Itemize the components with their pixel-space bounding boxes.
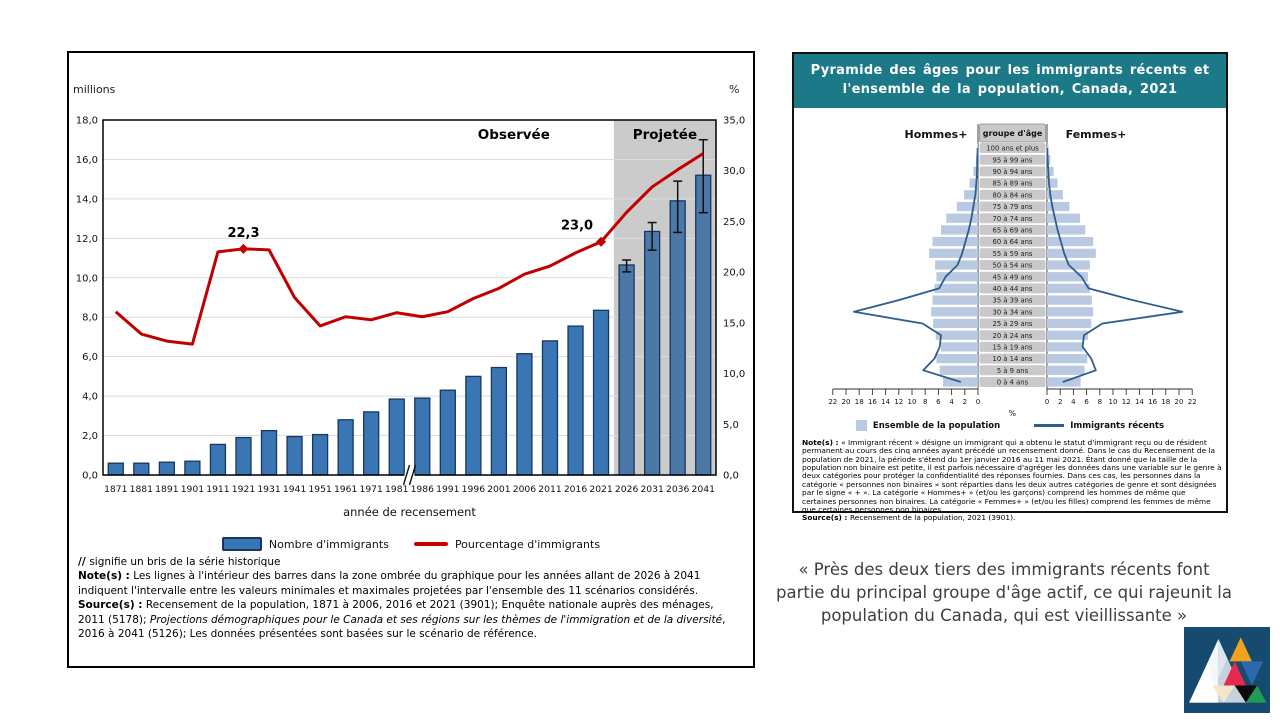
bar-2041 <box>696 175 711 475</box>
bar-femmes-15 <box>1047 319 1091 328</box>
femmes-header: Femmes+ <box>1065 128 1127 141</box>
axis-tick-label-left: 6 <box>936 398 941 406</box>
x-tick-1931: 1931 <box>257 484 281 495</box>
bar-femmes-7 <box>1047 225 1085 234</box>
axis-tick-label-right: 18 <box>1161 398 1171 406</box>
age-group-header: groupe d'âge <box>982 129 1043 138</box>
bar-1911 <box>210 444 225 475</box>
age-label-11: 45 à 49 ans <box>992 273 1033 282</box>
bar-femmes-19 <box>1047 366 1085 375</box>
bar-2011 <box>542 341 557 475</box>
line-marker-1921 <box>238 244 248 254</box>
bar-hommes-16 <box>936 331 978 340</box>
axis-tick-label-left: 16 <box>867 398 877 406</box>
bar-hommes-6 <box>946 214 978 223</box>
axis-tick-label-right: 0 <box>1044 398 1050 406</box>
population-legend-label: Ensemble de la population <box>872 420 1001 431</box>
bar-femmes-12 <box>1047 284 1090 293</box>
y-right-tick: 15,0 <box>723 318 746 330</box>
axis-tick-label-left: 12 <box>894 398 904 406</box>
age-label-17: 15 à 19 ans <box>992 343 1033 352</box>
pyramid-note: Note(s) : « Immigrant récent » désigne un immigrant qui a obtenu le statut d'immigrant reçu ou de résident permanent au cours des cinq années ayant précédé un recensement donné. Dans le cas du Recensement de la population de 2021, la période s'étend du 1er janvier 2016 au 11 mai 2021. Étant donné que la taille de la population non binaire est petite, il est parfois nécessaire d'agréger les données dans une variable sur le genre à deux catégories pour protéger la confidentialité des réponses fournies. Dans ces cas, les personnes dans la catégorie « personnes non binaires » sont réparties dans les deux autres catégories de genre et sont désignées par le signe « + ». La catégorie « Hommes+ » (et/ou les garçons) comprend les hommes de même que certaines personnes non binaires. La catégorie « Femmes+ » (et/ou les filles) comprend les femmes de même que certaines personnes non binaires. <box>802 438 1222 514</box>
x-tick-2016: 2016 <box>563 484 588 495</box>
immigrants-legend-swatch <box>1034 424 1064 427</box>
y-right-tick: 25,0 <box>723 216 746 228</box>
x-tick-1941: 1941 <box>282 484 307 495</box>
age-label-5: 75 à 79 ans <box>992 203 1033 212</box>
axis-tick-label-right: 10 <box>1108 398 1118 406</box>
age-label-19: 5 à 9 ans <box>996 366 1029 375</box>
y-left-tick: 0,0 <box>82 470 98 482</box>
bar-2031 <box>645 231 660 475</box>
age-label-13: 35 à 39 ans <box>992 296 1033 305</box>
x-tick-1971: 1971 <box>359 484 383 495</box>
bar-hommes-14 <box>931 307 978 316</box>
y-left-tick: 16,0 <box>75 154 98 166</box>
x-axis-title: année de recensement <box>343 505 476 519</box>
axis-tick-label-right: 4 <box>1071 398 1076 406</box>
x-tick-1986: 1986 <box>410 484 434 495</box>
y-right-tick: 0,0 <box>723 470 739 482</box>
bar-1881 <box>134 463 149 475</box>
axis-tick-label-right: 22 <box>1187 398 1197 406</box>
bar-femmes-18 <box>1047 354 1087 363</box>
quote-text: « Près des deux tiers des immigrants récents font partie du principal groupe d'âge actif, ce qui rajeunit la population du Canada, qui est vieillissante » <box>776 560 1232 626</box>
age-label-8: 60 à 64 ans <box>992 238 1033 247</box>
x-tick-2026: 2026 <box>614 484 639 495</box>
bar-2021 <box>594 310 609 475</box>
bar-hommes-13 <box>932 296 978 305</box>
axis-tick-label-left: 4 <box>949 398 954 406</box>
bar-2026 <box>619 265 634 475</box>
axis-tick-label-left: 22 <box>828 398 838 406</box>
bar-1986 <box>415 398 430 475</box>
axis-tick-label-left: 0 <box>975 398 981 406</box>
axis-tick-label-right: 8 <box>1097 398 1103 406</box>
bar-1971 <box>364 412 379 475</box>
age-label-2: 90 à 94 ans <box>992 168 1033 176</box>
y-left-tick: 2,0 <box>82 431 98 443</box>
bar-2001 <box>491 368 506 475</box>
y-right-tick: 35,0 <box>723 115 746 127</box>
immigration-notes <box>78 555 742 641</box>
axis-tick-label-left: 10 <box>907 398 917 406</box>
y-left-tick: 12,0 <box>75 233 98 245</box>
pyramid-title: Pyramide des âges pour les immigrants récents et l'ensemble de la population, Canada, 2021 <box>794 54 1226 108</box>
x-tick-2036: 2036 <box>665 484 690 495</box>
y-right-tick: 20,0 <box>723 267 746 279</box>
x-tick-2011: 2011 <box>538 484 562 495</box>
immigration-legend <box>69 537 753 551</box>
x-tick-1921: 1921 <box>231 484 256 495</box>
source-paragraph: Source(s) : Recensement de la population, 1871 à 2006, 2016 et 2021 (3901); Enquête nationale auprès des ménages, 2011 (5178); Projections démographiques pour le Canada et ses régions sur les thèmes de l'immigration et de la diversité, 2016 à 2041 (5126); Les données présentées sont basées sur le scénario de référence. <box>78 599 726 640</box>
bar-2016 <box>568 326 583 475</box>
bar-femmes-6 <box>1047 214 1080 223</box>
line-legend-swatch <box>414 542 448 546</box>
y-right-tick: 10,0 <box>723 369 746 381</box>
axis-tick-label-left: 14 <box>881 398 891 406</box>
population-legend-swatch <box>856 420 867 431</box>
age-label-10: 50 à 54 ans <box>992 261 1033 270</box>
hommes-header: Hommes+ <box>904 128 968 141</box>
age-label-9: 55 à 59 ans <box>992 249 1033 258</box>
age-label-20: 0 à 4 ans <box>996 378 1029 387</box>
bar-1871 <box>108 463 123 475</box>
y-right-unit-label: % <box>729 83 740 96</box>
bar-femmes-5 <box>1047 202 1069 211</box>
bar-hommes-18 <box>936 354 978 363</box>
x-tick-1871: 1871 <box>104 484 128 495</box>
age-label-6: 70 à 74 ans <box>992 214 1033 223</box>
x-tick-1991: 1991 <box>436 484 460 495</box>
axis-tick-label-left: 18 <box>854 398 864 406</box>
bar-1961 <box>338 420 353 475</box>
bar-femmes-14 <box>1047 307 1093 316</box>
y-left-tick: 8,0 <box>82 312 98 324</box>
x-tick-1951: 1951 <box>308 484 332 495</box>
age-label-3: 85 à 89 ans <box>992 179 1033 188</box>
bar-hommes-15 <box>933 319 978 328</box>
axis-tick-label-right: 16 <box>1148 398 1158 406</box>
age-label-18: 10 à 14 ans <box>992 355 1033 364</box>
bar-hommes-17 <box>941 342 978 351</box>
bar-legend-swatch <box>222 537 262 551</box>
x-tick-2006: 2006 <box>512 484 537 495</box>
bar-hommes-19 <box>940 366 978 375</box>
x-tick-1891: 1891 <box>155 484 179 495</box>
x-tick-1881: 1881 <box>129 484 154 495</box>
annotation-2021: 23,0 <box>560 218 594 234</box>
bar-femmes-8 <box>1047 237 1093 246</box>
immigrants-legend-label: Immigrants récents <box>1070 420 1165 431</box>
pyramid-notes <box>802 439 1222 523</box>
bar-femmes-16 <box>1047 331 1088 340</box>
line-legend-label: Pourcentage d'immigrants <box>454 537 601 551</box>
bar-1951 <box>313 435 328 475</box>
bar-hommes-7 <box>941 225 978 234</box>
bar-hommes-9 <box>929 249 978 258</box>
y-left-tick: 4,0 <box>82 391 98 403</box>
bar-1931 <box>262 431 277 475</box>
x-tick-1996: 1996 <box>461 484 486 495</box>
y-left-tick: 10,0 <box>75 273 98 285</box>
x-tick-2021: 2021 <box>589 484 613 495</box>
x-tick-1981: 1981 <box>385 484 409 495</box>
age-label-7: 65 à 69 ans <box>992 226 1033 235</box>
observed-zone-label: Observée <box>477 127 550 143</box>
population-pyramid <box>794 110 1230 420</box>
bar-1996 <box>466 376 481 475</box>
note-paragraph: Note(s) : Les lignes à l'intérieur des barres dans la zone ombrée du graphique pour les années allant de 2026 à 2041 indiquent l'intervalle entre les valeurs minimales et maximales projetées par l'ensemble des 11 scénarios considérés. <box>78 570 701 597</box>
age-label-15: 25 à 29 ans <box>992 320 1033 329</box>
annotation-1921: 22,3 <box>227 225 260 241</box>
axis-tick-label-right: 14 <box>1134 398 1144 406</box>
bar-1991 <box>440 390 455 475</box>
y-left-tick: 18,0 <box>75 115 98 127</box>
percent-axis-label: % <box>1008 409 1017 418</box>
pyramid-panel <box>792 52 1228 523</box>
bar-1981 <box>389 399 404 475</box>
age-label-16: 20 à 24 ans <box>992 331 1033 340</box>
break-note: // signifie un bris de la série historique <box>78 556 281 568</box>
y-left-unit-label: millions <box>73 83 116 96</box>
y-left-tick: 14,0 <box>75 194 98 206</box>
projected-zone-label: Projetée <box>632 127 698 143</box>
x-tick-2041: 2041 <box>691 484 715 495</box>
age-label-0: 100 ans et plus <box>986 144 1039 153</box>
axis-tick-label-left: 2 <box>962 398 968 406</box>
bar-legend-label: Nombre d'immigrants <box>268 537 389 551</box>
immigration-chart <box>69 53 753 533</box>
mosaic-m-logo <box>1184 627 1270 713</box>
immigration-chart-panel <box>67 51 755 668</box>
age-label-1: 95 à 99 ans <box>992 156 1033 165</box>
bar-hommes-8 <box>932 237 978 246</box>
x-tick-1901: 1901 <box>180 484 205 495</box>
age-label-14: 30 à 34 ans <box>992 308 1033 317</box>
y-right-tick: 30,0 <box>723 166 746 178</box>
bar-1921 <box>236 438 251 475</box>
age-label-4: 80 à 84 ans <box>992 191 1033 200</box>
axis-tick-label-right: 20 <box>1174 398 1184 406</box>
axis-tick-label-right: 2 <box>1057 398 1063 406</box>
bar-1901 <box>185 461 200 475</box>
bar-2006 <box>517 354 532 475</box>
axis-tick-label-right: 6 <box>1084 398 1089 406</box>
pyramid-legend <box>794 420 1226 431</box>
x-tick-2001: 2001 <box>487 484 511 495</box>
bar-2036 <box>670 201 685 475</box>
bar-femmes-9 <box>1047 249 1096 258</box>
bar-1941 <box>287 437 302 475</box>
age-label-12: 40 à 44 ans <box>992 285 1033 293</box>
x-tick-1911: 1911 <box>206 484 230 495</box>
bar-1891 <box>159 462 174 475</box>
y-left-tick: 6,0 <box>82 352 98 364</box>
y-right-tick: 5,0 <box>723 419 739 431</box>
axis-tick-label-right: 12 <box>1121 398 1131 406</box>
x-tick-1961: 1961 <box>333 484 358 495</box>
bar-hommes-11 <box>936 272 978 281</box>
x-tick-2031: 2031 <box>640 484 664 495</box>
bar-femmes-17 <box>1047 342 1083 351</box>
pyramid-source: Source(s) : Recensement de la population, 2021 (3901). <box>802 513 1016 523</box>
axis-tick-label-left: 20 <box>841 398 851 406</box>
axis-tick-label-left: 8 <box>922 398 928 406</box>
bar-femmes-13 <box>1047 296 1092 305</box>
